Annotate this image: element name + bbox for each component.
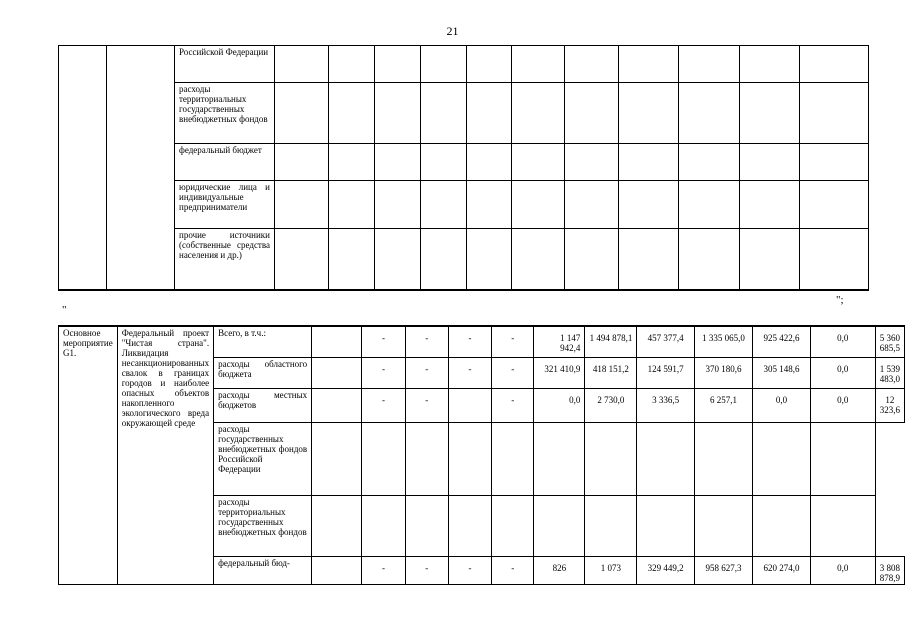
value-cell: 1 147 942,4 <box>534 326 585 357</box>
value-cell: 457 377,4 <box>637 326 694 357</box>
empty-cell <box>467 46 512 83</box>
value-cell: 12 323,6 <box>875 388 904 422</box>
table-row <box>59 181 869 229</box>
empty-cell <box>800 181 869 229</box>
empty-cell <box>312 388 362 422</box>
value-cell: 0,0 <box>534 388 585 422</box>
empty-cell <box>375 46 421 83</box>
empty-cell <box>448 422 491 495</box>
empty-cell <box>467 181 512 229</box>
empty-cell <box>694 495 752 556</box>
empty-cell <box>679 181 740 229</box>
empty-cell <box>800 83 869 144</box>
empty-cell <box>740 144 800 181</box>
empty-cell <box>512 46 565 83</box>
value-cell: - <box>362 388 405 422</box>
empty-cell <box>375 229 421 290</box>
row-label: федеральный бюд- <box>214 556 312 584</box>
empty-cell <box>421 144 467 181</box>
value-cell: 5 360 685,5 <box>875 326 904 357</box>
row-label: федеральный бюджет <box>175 144 275 181</box>
empty-cell <box>275 181 329 229</box>
value-cell: - <box>492 357 534 388</box>
empty-cell <box>740 229 800 290</box>
value-cell: 826 <box>534 556 585 584</box>
empty-cell <box>800 46 869 83</box>
empty-cell <box>679 46 740 83</box>
empty-cell <box>565 229 619 290</box>
closing-quote-mark: "; <box>836 294 844 306</box>
value-cell: 124 591,7 <box>637 357 694 388</box>
value-cell: 1 494 878,1 <box>585 326 637 357</box>
empty-cell <box>753 422 810 495</box>
empty-cell <box>467 83 512 144</box>
value-cell: - <box>448 326 491 357</box>
empty-cell <box>637 495 694 556</box>
value-cell: - <box>362 326 405 357</box>
row-label: Всего, в т.ч.: <box>214 326 312 357</box>
value-cell: - <box>448 357 491 388</box>
empty-cell <box>329 83 375 144</box>
empty-cell <box>679 229 740 290</box>
empty-cell <box>565 181 619 229</box>
empty-cell <box>585 422 637 495</box>
empty-cell <box>467 144 512 181</box>
value-cell: 6 257,1 <box>694 388 752 422</box>
empty-cell <box>740 83 800 144</box>
page-number: 21 <box>446 24 459 38</box>
empty-cell <box>275 46 329 83</box>
empty-cell <box>312 495 362 556</box>
value-cell: 0,0 <box>810 388 875 422</box>
empty-cell <box>512 83 565 144</box>
row-label: прочие источники (собственные средства населения и др.) <box>175 229 275 290</box>
value-cell: 1 335 065,0 <box>694 326 752 357</box>
table-row <box>59 229 869 290</box>
empty-cell <box>275 83 329 144</box>
table-row <box>59 46 869 83</box>
funding-table-g1 <box>58 325 905 585</box>
empty-cell <box>448 495 491 556</box>
empty-cell <box>619 144 679 181</box>
value-cell: - <box>405 556 448 584</box>
value-cell: - <box>492 388 534 422</box>
funding-table-continued <box>58 45 869 291</box>
value-cell: 329 449,2 <box>637 556 694 584</box>
value-cell: 321 410,9 <box>534 357 585 388</box>
empty-cell <box>375 83 421 144</box>
value-cell: - <box>492 326 534 357</box>
value-cell: 0,0 <box>810 556 875 584</box>
value-cell: 0,0 <box>810 357 875 388</box>
empty-cell <box>679 144 740 181</box>
empty-cell <box>421 181 467 229</box>
value-cell: 958 627,3 <box>694 556 752 584</box>
value-cell: 1 539 483,0 <box>875 357 904 388</box>
empty-cell <box>534 495 585 556</box>
value-cell: 0,0 <box>753 388 810 422</box>
row-label: расходы государственных внебюджетных фондов Российской Федерации <box>214 422 312 495</box>
empty-cell <box>679 83 740 144</box>
empty-cell <box>585 495 637 556</box>
empty-cell <box>800 229 869 290</box>
empty-cell <box>512 181 565 229</box>
value-cell: 620 274,0 <box>753 556 810 584</box>
value-cell: 370 180,6 <box>694 357 752 388</box>
value-cell: 0,0 <box>810 326 875 357</box>
value-cell: - <box>405 326 448 357</box>
main-event-cell: Основное мероприятие G1. <box>59 326 118 584</box>
empty-cell <box>740 181 800 229</box>
empty-cell <box>275 144 329 181</box>
empty-cell <box>405 422 448 495</box>
empty-cell <box>534 422 585 495</box>
empty-cell <box>107 46 175 290</box>
table-row <box>59 144 869 181</box>
table-row <box>59 83 869 144</box>
row-label: расходы территориальных государственных внебюджетных фондов <box>214 495 312 556</box>
empty-cell <box>312 326 362 357</box>
empty-cell <box>753 495 810 556</box>
empty-cell <box>421 83 467 144</box>
empty-cell <box>59 46 107 290</box>
empty-cell <box>492 495 534 556</box>
empty-cell <box>329 46 375 83</box>
value-cell: - <box>362 357 405 388</box>
row-label: расходы территориальных государственных внебюджетных фондов <box>175 83 275 144</box>
row-label: расходы областного бюджета <box>214 357 312 388</box>
empty-cell <box>375 181 421 229</box>
value-cell: 3 336,5 <box>637 388 694 422</box>
empty-cell <box>312 422 362 495</box>
empty-cell <box>329 229 375 290</box>
empty-cell <box>565 144 619 181</box>
row-label: расходы местных бюджетов <box>214 388 312 422</box>
empty-cell <box>740 46 800 83</box>
empty-cell <box>512 144 565 181</box>
empty-cell <box>619 46 679 83</box>
empty-cell <box>375 144 421 181</box>
empty-cell <box>275 229 329 290</box>
empty-cell <box>329 144 375 181</box>
value-cell: - <box>405 388 448 422</box>
empty-cell <box>619 181 679 229</box>
empty-cell <box>565 46 619 83</box>
value-cell <box>448 388 491 422</box>
value-cell: - <box>492 556 534 584</box>
opening-quote-mark: " <box>62 304 67 316</box>
value-cell: 3 808 878,9 <box>875 556 904 584</box>
empty-cell <box>362 495 405 556</box>
value-cell: - <box>448 556 491 584</box>
table-row <box>59 326 905 357</box>
empty-cell <box>421 229 467 290</box>
empty-cell <box>565 83 619 144</box>
row-label: Российской Федерации <box>175 46 275 83</box>
empty-cell <box>619 229 679 290</box>
value-cell: 418 151,2 <box>585 357 637 388</box>
empty-cell <box>619 83 679 144</box>
empty-cell <box>467 229 512 290</box>
empty-cell <box>405 495 448 556</box>
empty-cell <box>694 422 752 495</box>
value-cell: - <box>405 357 448 388</box>
value-cell: - <box>362 556 405 584</box>
federal-project-cell: Федеральный проект "Чистая страна". Ликвидация несанкционированных свалок в границах городов и наиболее опасных объектов накопленного экологического вреда окружающей среде <box>117 326 213 584</box>
value-cell: 1 073 <box>585 556 637 584</box>
empty-cell <box>637 422 694 495</box>
empty-cell <box>329 181 375 229</box>
empty-cell <box>362 422 405 495</box>
empty-cell <box>312 556 362 584</box>
value-cell: 925 422,6 <box>753 326 810 357</box>
empty-cell <box>312 357 362 388</box>
empty-cell <box>492 422 534 495</box>
value-cell: 305 148,6 <box>753 357 810 388</box>
row-label: юридические лица и индивидуальные предприниматели <box>175 181 275 229</box>
empty-cell <box>421 46 467 83</box>
empty-cell <box>810 422 875 495</box>
empty-cell <box>512 229 565 290</box>
value-cell: 2 730,0 <box>585 388 637 422</box>
empty-cell <box>810 495 875 556</box>
empty-cell <box>800 144 869 181</box>
